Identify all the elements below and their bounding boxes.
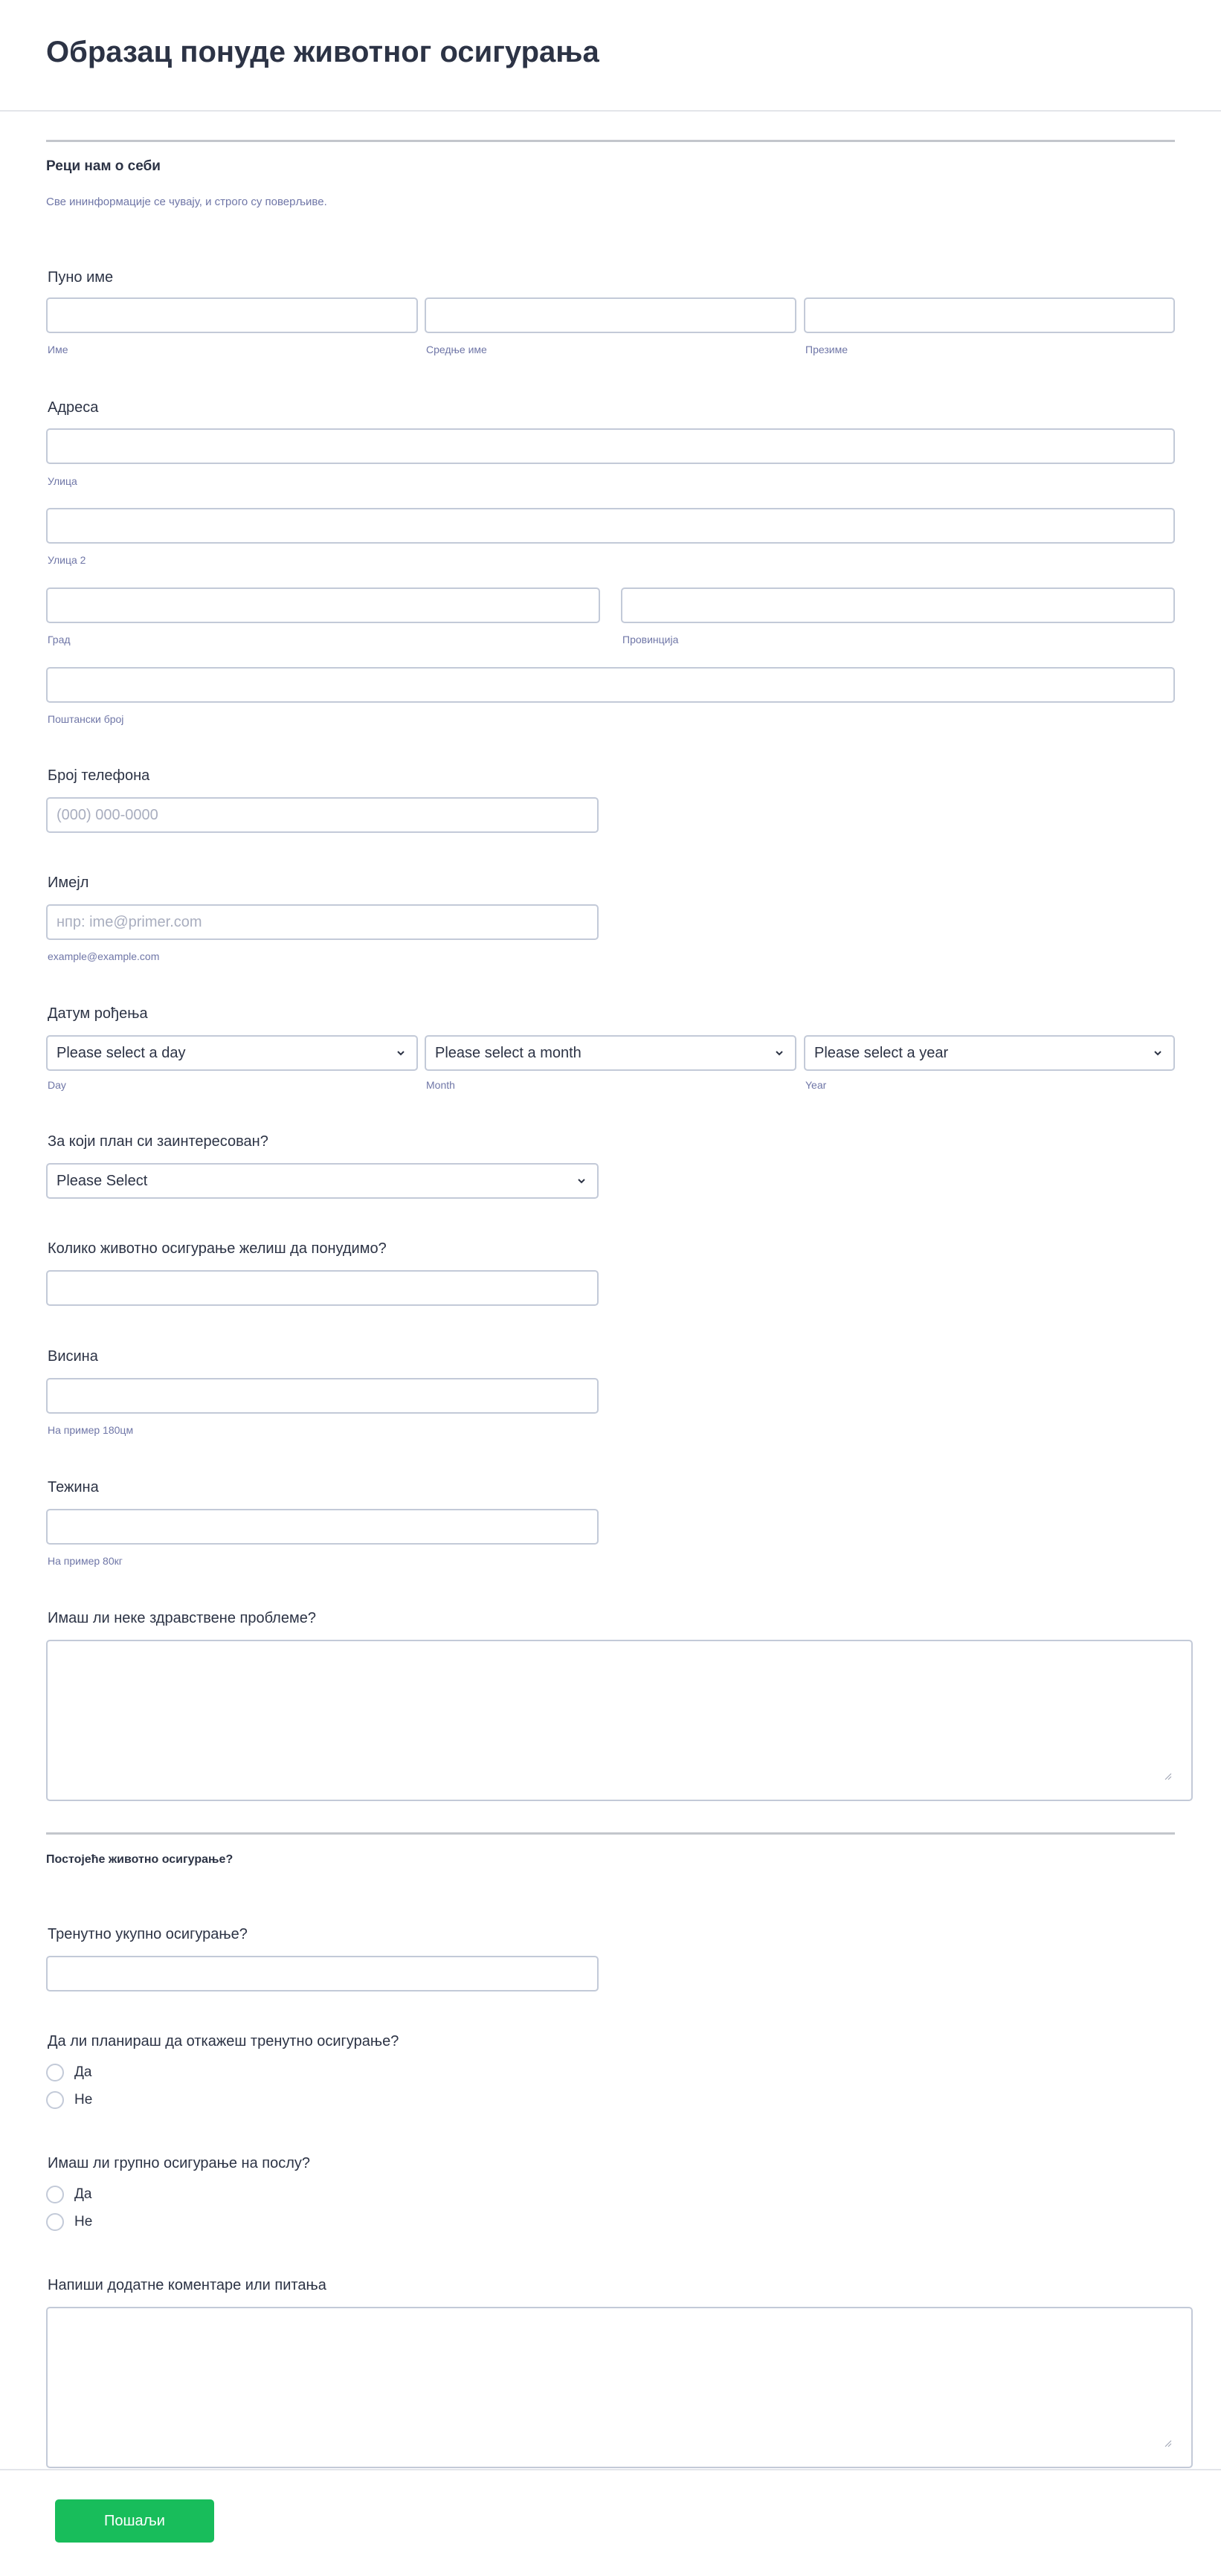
health-textarea[interactable]	[46, 1640, 1193, 1801]
chevron-down-icon	[396, 1048, 406, 1058]
birth-year-value: Please select a year	[814, 1044, 949, 1061]
radio-label: Да	[74, 2186, 92, 2202]
address-label: Адреса	[48, 399, 99, 416]
birth-year-select[interactable]	[804, 1035, 1175, 1071]
chevron-down-icon	[1153, 1048, 1163, 1058]
group-insurance-option-no[interactable]	[46, 2213, 92, 2231]
current-total-input[interactable]	[46, 1956, 599, 1991]
radio-button[interactable]	[46, 2091, 64, 2109]
weight-label: Тежина	[48, 1479, 99, 1495]
section-subtitle: Све ининформације се чувају, и строго су поверљиве.	[46, 196, 327, 208]
amount-label: Колико животно осигурање желиш да понудимо?	[48, 1240, 387, 1257]
resize-grip-icon[interactable]	[1164, 1773, 1172, 1780]
street-sublabel: Улица	[48, 475, 77, 487]
comments-textarea-wrap	[46, 2307, 1175, 2450]
radio-label: Не	[74, 2214, 93, 2229]
plan-select[interactable]	[46, 1163, 599, 1199]
province-sublabel: Провинција	[622, 634, 679, 645]
phone-label: Број телефона	[48, 767, 150, 784]
phone-input[interactable]	[46, 797, 599, 833]
province-input[interactable]	[621, 587, 1175, 623]
section-divider	[46, 1832, 1175, 1835]
height-input[interactable]	[46, 1378, 599, 1414]
submit-button[interactable]	[55, 2499, 214, 2543]
birth-year-sublabel: Year	[805, 1079, 827, 1091]
full-name-label: Пуно име	[48, 269, 114, 286]
street2-input[interactable]	[46, 508, 1175, 544]
birth-day-sublabel: Day	[48, 1079, 66, 1091]
radio-label: Не	[74, 2092, 93, 2108]
cancel-plan-option-yes[interactable]	[46, 2064, 91, 2081]
comments-label: Напиши додатне коментаре или питања	[48, 2277, 326, 2293]
birth-month-select[interactable]	[425, 1035, 796, 1071]
email-input[interactable]	[46, 904, 599, 940]
height-sublabel: На пример 180цм	[48, 1424, 134, 1436]
weight-sublabel: На пример 80кг	[48, 1555, 123, 1567]
birth-month-sublabel: Month	[426, 1079, 455, 1091]
radio-button[interactable]	[46, 2186, 64, 2203]
birth-day-select[interactable]	[46, 1035, 418, 1071]
middle-name-sublabel: Средње име	[426, 344, 487, 355]
street-input[interactable]	[46, 428, 1175, 464]
group-insurance-option-yes[interactable]	[46, 2186, 91, 2203]
postal-code-sublabel: Поштански број	[48, 713, 124, 725]
birth-day-value: Please select a day	[57, 1044, 186, 1061]
chevron-down-icon	[774, 1048, 785, 1058]
resize-grip-icon[interactable]	[1164, 2440, 1172, 2447]
radio-button[interactable]	[46, 2213, 64, 2231]
weight-input[interactable]	[46, 1509, 599, 1545]
health-label: Имаш ли неке здравствене проблеме?	[48, 1610, 316, 1626]
street2-sublabel: Улица 2	[48, 554, 86, 566]
radio-label: Да	[74, 2064, 92, 2080]
city-sublabel: Град	[48, 634, 71, 645]
last-name-sublabel: Презиме	[805, 344, 848, 355]
email-sublabel: example@example.com	[48, 950, 160, 962]
section-divider	[46, 140, 1175, 142]
radio-button[interactable]	[46, 2064, 64, 2081]
section-title: Реци нам о себи	[46, 158, 161, 174]
first-name-input[interactable]	[46, 297, 418, 333]
group-insurance-label: Имаш ли групно осигурање на послу?	[48, 2155, 311, 2171]
footer-divider	[0, 2469, 1221, 2470]
middle-name-input[interactable]	[425, 297, 796, 333]
city-input[interactable]	[46, 587, 600, 623]
email-label: Имејл	[48, 875, 89, 891]
plan-value: Please Select	[57, 1172, 148, 1189]
page-title: Образац понуде животног осигурања	[46, 36, 599, 68]
last-name-input[interactable]	[804, 297, 1175, 333]
birth-month-value: Please select a month	[435, 1044, 581, 1061]
current-total-label: Тренутно укупно осигурање?	[48, 1926, 248, 1942]
section2-title: Постојеће животно осигурање?	[46, 1853, 233, 1866]
postal-code-input[interactable]	[46, 667, 1175, 703]
cancel-plan-option-no[interactable]	[46, 2091, 92, 2109]
height-label: Висина	[48, 1348, 98, 1365]
health-textarea-wrap	[46, 1640, 1175, 1783]
plan-label: За који план си заинтересован?	[48, 1133, 268, 1150]
submit-label: Пошаљи	[104, 2512, 165, 2529]
birth-date-label: Датум рођења	[48, 1005, 148, 1022]
cancel-plan-label: Да ли планираш да откажеш тренутно осигурање?	[48, 2033, 399, 2049]
amount-input[interactable]	[46, 1270, 599, 1306]
chevron-down-icon	[576, 1176, 587, 1186]
first-name-sublabel: Име	[48, 344, 68, 355]
comments-textarea[interactable]	[46, 2307, 1193, 2468]
